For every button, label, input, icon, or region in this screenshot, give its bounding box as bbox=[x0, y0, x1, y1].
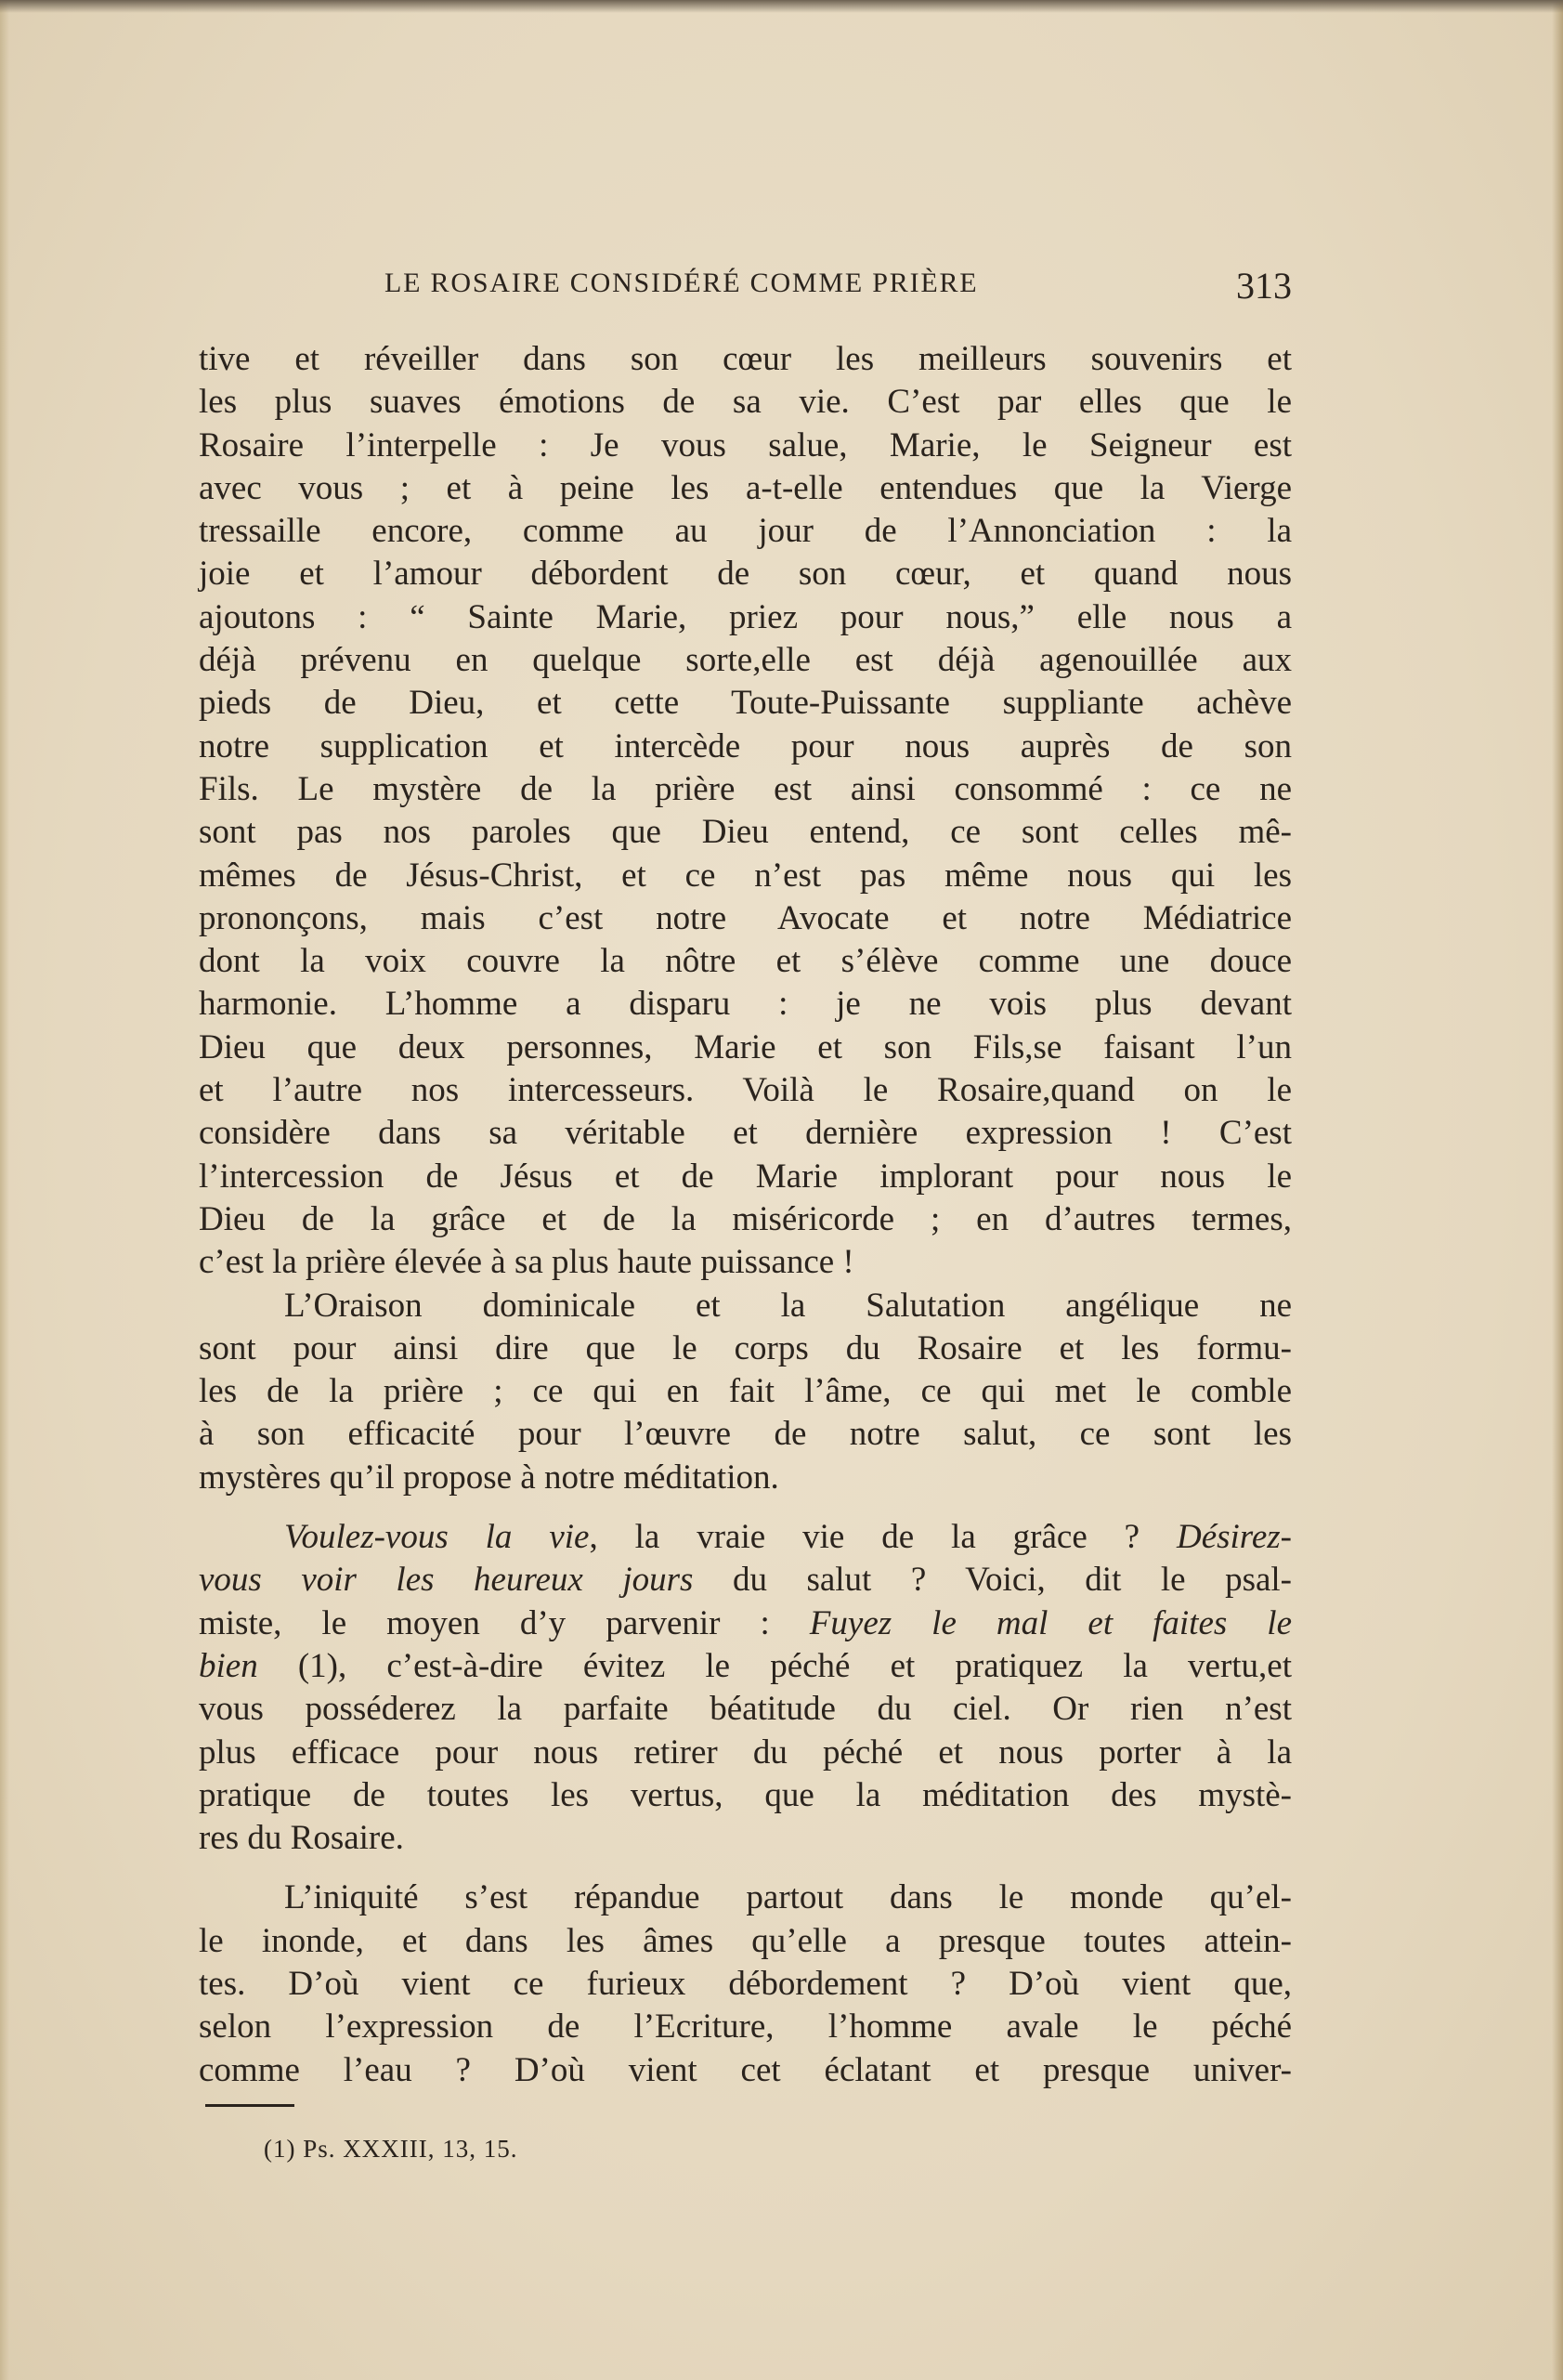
text-line: déjà prévenu en quelque sorte,elle est déjà agenouillée aux bbox=[199, 641, 1292, 680]
body-text bbox=[199, 338, 1292, 2092]
italic-quote: bien bbox=[199, 1646, 258, 1685]
page-right-edge bbox=[1552, 0, 1563, 2380]
text-line: les de la prière ; ce qui en fait l’âme, ce qui met le comble bbox=[199, 1372, 1292, 1411]
footnote-rule bbox=[205, 2104, 294, 2107]
page-left-edge bbox=[0, 0, 9, 2380]
text-line: res du Rosaire. bbox=[199, 1819, 404, 1858]
text-span: du salut ? Voici, dit le psal- bbox=[693, 1561, 1292, 1600]
text-line: le inonde, et dans les âmes qu’elle a presque toutes attein- bbox=[199, 1921, 1292, 1960]
italic-quote: Fuyez le mal et faites le bbox=[809, 1603, 1292, 1642]
text-line: dont la voix couvre la nôtre et s’élève comme une douce bbox=[199, 942, 1292, 981]
text-line: pratique de toutes les vertus, que la méditation des mystè- bbox=[199, 1775, 1292, 1814]
text-line: avec vous ; et à peine les a-t-elle entendues que la Vierge bbox=[199, 468, 1292, 507]
text-line: sont pour ainsi dire que le corps du Rosaire et les formu- bbox=[199, 1328, 1292, 1367]
text-line: notre supplication et intercède pour nous auprès de son bbox=[199, 726, 1292, 765]
text-line: considère dans sa véritable et dernière expression ! C’est bbox=[199, 1114, 1292, 1153]
text-line bbox=[199, 1559, 1292, 1602]
text-line: comme l’eau ? D’où vient cet éclatant et presque univer- bbox=[199, 2050, 1292, 2089]
text-line: L’Oraison dominicale et la Salutation angélique ne bbox=[284, 1286, 1292, 1325]
footnote: (1) Ps. XXXIII, 13, 15. bbox=[264, 2135, 518, 2163]
text-line: mystères qu’il propose à notre méditation. bbox=[199, 1458, 779, 1497]
text-line: selon l’expression de l’Ecriture, l’homme avale le péché bbox=[199, 2007, 1292, 2047]
text-line: tressaille encore, comme au jour de l’Annonciation : la bbox=[199, 512, 1292, 551]
text-span: , la vraie vie de la grâce ? bbox=[589, 1518, 1177, 1557]
italic-quote: Désirez- bbox=[1176, 1518, 1292, 1557]
text-line: vous posséderez la parfaite béatitude du ciel. Or rien n’est bbox=[199, 1690, 1292, 1729]
running-title: LE ROSAIRE CONSIDÉRÉ COMME PRIÈRE bbox=[384, 268, 979, 298]
text-line: sont pas nos paroles que Dieu entend, ce sont celles mê- bbox=[199, 813, 1292, 852]
text-span: miste, le moyen d’y parvenir : bbox=[199, 1603, 810, 1642]
page-top-edge bbox=[0, 0, 1563, 13]
text-line: harmonie. L’homme a disparu : je ne vois plus devant bbox=[199, 985, 1292, 1024]
text-line: à son efficacité pour l’œuvre de notre salut, ce sont les bbox=[199, 1415, 1292, 1454]
text-line: prononçons, mais c’est notre Avocate et notre Médiatrice bbox=[199, 898, 1292, 937]
text-line bbox=[199, 1645, 1292, 1688]
text-line bbox=[199, 1602, 1292, 1645]
text-line: pieds de Dieu, et cette Toute-Puissante suppliante achève bbox=[199, 684, 1292, 723]
text-line: Fils. Le mystère de la prière est ainsi consommé : ce ne bbox=[199, 769, 1292, 808]
text-line: tes. D’où vient ce furieux débordement ? D’où vient que, bbox=[199, 1964, 1292, 2003]
text-line: et l’autre nos intercesseurs. Voilà le Rosaire,quand on le bbox=[199, 1071, 1292, 1110]
paragraph-gap bbox=[199, 1860, 1292, 1877]
italic-quote: vous voir les heureux jours bbox=[199, 1561, 694, 1600]
text-line: Dieu que deux personnes, Marie et son Fils,se faisant l’un bbox=[199, 1027, 1292, 1066]
page-number: 313 bbox=[1236, 265, 1292, 307]
page-header bbox=[199, 265, 1292, 308]
italic-quote: Voulez-vous la vie bbox=[284, 1518, 590, 1557]
text-line: l’intercession de Jésus et de Marie implorant pour nous le bbox=[199, 1157, 1292, 1196]
text-line: Dieu de la grâce et de la miséricorde ; en d’autres termes, bbox=[199, 1199, 1292, 1238]
text-line bbox=[199, 1516, 1292, 1559]
text-line: joie et l’amour débordent de son cœur, et quand nous bbox=[199, 555, 1292, 594]
text-line: plus efficace pour nous retirer du péché et nous porter à la bbox=[199, 1733, 1292, 1772]
text-span: (1), c’est-à-dire évitez le péché et pratiquez la vertu,et bbox=[257, 1646, 1292, 1685]
text-line: tive et réveiller dans son cœur les meilleurs souvenirs et bbox=[199, 340, 1292, 378]
text-line: L’iniquité s’est répandue partout dans le monde qu’el- bbox=[284, 1878, 1292, 1917]
text-line: ajoutons : “ Sainte Marie, priez pour nous,” elle nous a bbox=[199, 597, 1292, 636]
text-line: les plus suaves émotions de sa vie. C’est par elles que le bbox=[199, 383, 1292, 422]
paragraph-gap bbox=[199, 1499, 1292, 1516]
text-line: mêmes de Jésus-Christ, et ce n’est pas même nous qui les bbox=[199, 856, 1292, 895]
text-line: c’est la prière élevée à sa plus haute puissance ! bbox=[199, 1243, 854, 1282]
text-line: Rosaire l’interpelle : Je vous salue, Marie, le Seigneur est bbox=[199, 425, 1292, 464]
